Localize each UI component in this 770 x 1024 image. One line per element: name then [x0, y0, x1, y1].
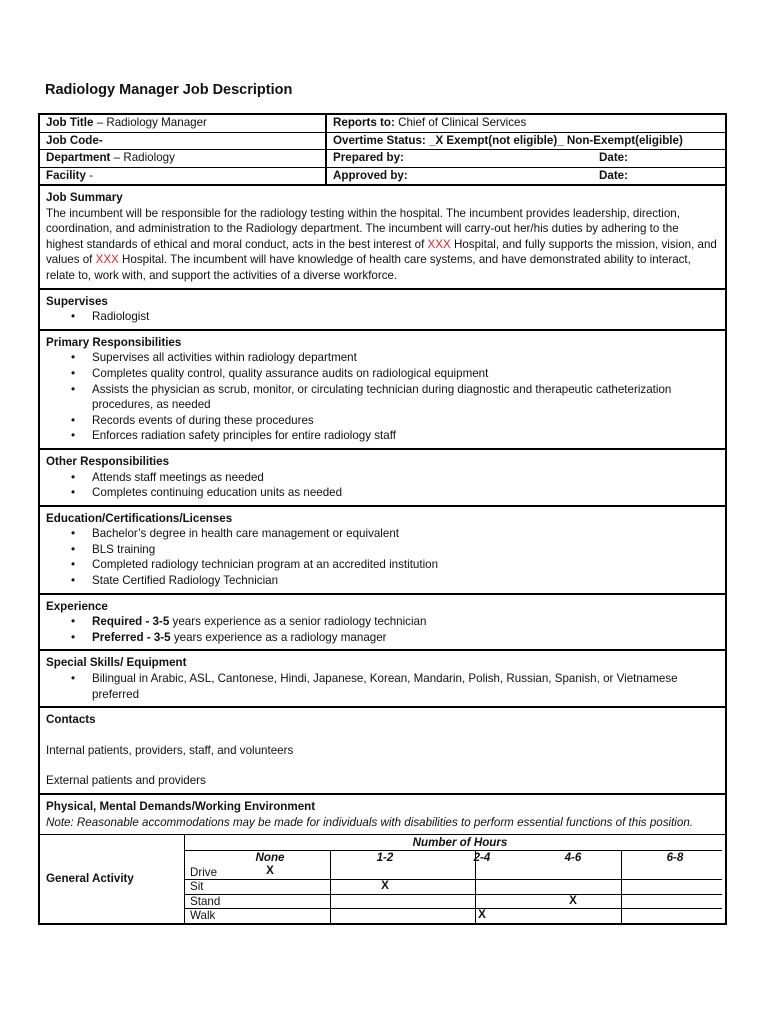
list-item: • State Certified Radiology Technician [46, 573, 719, 589]
summary-text-part: The incumbent will be responsible for the radiology testing within the hospital. The incumbent provides leadership, direction, coordination, and administration to the Radiology department. The incumbent will carry-out her/his duties by adhering to the highest standards of ethical and moral conduct, acts in the best interest of [46, 206, 680, 251]
job-title-value: – Radiology Manager [93, 116, 207, 129]
list-item: • Bilingual in Arabic, ASL, Cantonese, Hindi, Japanese, Korean, Mandarin, Polish, Russian, Spanish, or Vietnamese preferred [46, 671, 719, 702]
internal-contacts: Internal patients, providers, staff, and volunteers [46, 743, 294, 757]
list-item: • Completed radiology technician program at an accredited institution [46, 557, 719, 573]
preferred-text: years experience as a radiology manager [170, 630, 387, 644]
list-item: • Assists the physician as scrub, monitor, or circulating technician during diagnostic and therapeutic catheterization procedures, as needed [46, 382, 719, 413]
contacts-title: Contacts [46, 713, 96, 727]
job-title-row [40, 115, 325, 132]
approved-by-label: Approved by: [333, 168, 408, 182]
other-responsibilities-list [46, 470, 719, 501]
summary-text-part: Hospital. The incumbent will have knowledge of health care systems, and have demonstrated ability to interact, relate to, work with, and support the activities of a diverse workforce. [46, 253, 691, 282]
facility-row [40, 167, 325, 185]
activity-label: Walk [190, 909, 216, 923]
supervises-title: Supervises [46, 294, 108, 308]
general-activity-table [40, 834, 725, 923]
department-label: Department [46, 151, 111, 164]
physical-demands-title: Physical, Mental Demands/Working Environment [46, 800, 316, 813]
hours-column-header: None [255, 851, 285, 865]
special-skills-list [46, 671, 719, 702]
required-text: years experience as a senior radiology technician [169, 615, 427, 629]
hours-column-header: 6-8 [666, 851, 684, 865]
job-description-table [38, 113, 727, 925]
experience-section [40, 595, 725, 652]
prepared-by-label: Prepared by: [333, 151, 404, 164]
hours-mark: X [381, 879, 389, 893]
list-item: • Radiologist [46, 309, 719, 325]
other-responsibilities-title: Other Responsibilities [46, 454, 170, 468]
list-item: • Enforces radiation safety principles for entire radiology staff [46, 428, 719, 444]
header-left [40, 115, 327, 184]
job-summary-section [40, 186, 725, 290]
hours-column-header: 4-6 [564, 851, 582, 865]
activity-label: Drive [190, 866, 218, 880]
experience-title: Experience [46, 599, 108, 613]
education-list [46, 526, 719, 588]
preferred-label: Preferred - 3-5 [92, 630, 171, 644]
summary-text-part: Hospital, and fully supports the mission, vision, and values of [46, 237, 717, 267]
activity-label: Stand [190, 894, 221, 908]
prepared-by-row [327, 149, 725, 167]
list-item: • Records events of during these procedures [46, 413, 719, 429]
number-of-hours-header: Number of Hours [412, 836, 508, 850]
hospital-placeholder: XXX [95, 253, 119, 267]
list-item [46, 630, 719, 646]
required-label: Required - 3-5 [92, 615, 170, 629]
list-item: • Attends staff meetings as needed [46, 470, 719, 486]
hours-column-header: 1-2 [376, 851, 394, 865]
accommodations-note: Note: Reasonable accommodations may be made for individuals with disabilities to perform essential functions of this position. [46, 815, 694, 829]
grid-line [330, 850, 331, 923]
document-title: Radiology Manager Job Description [45, 82, 293, 98]
header-right [327, 115, 725, 184]
primary-responsibilities-list [46, 350, 719, 444]
supervises-section [40, 290, 725, 331]
header-block [40, 115, 725, 186]
grid-line [185, 879, 722, 880]
approved-date-label: Date: [599, 168, 628, 182]
hours-grid [185, 835, 725, 923]
primary-responsibilities-title: Primary Responsibilities [46, 335, 182, 349]
activity-label: Sit [190, 880, 204, 894]
job-summary-text [46, 206, 719, 284]
prepared-date-label: Date: [599, 151, 628, 164]
education-section [40, 507, 725, 595]
list-item: • Completes quality control, quality assurance audits on radiological equipment [46, 366, 719, 382]
hours-mark: X [569, 893, 577, 907]
list-item [46, 614, 719, 630]
department-row [40, 149, 325, 167]
list-item: • Bachelor’s degree in health care management or equivalent [46, 526, 719, 542]
job-code-row [40, 132, 325, 150]
primary-responsibilities-section [40, 331, 725, 450]
hours-mark: X [266, 864, 274, 878]
approved-by-row [327, 167, 725, 185]
reports-to-label: Reports to: [333, 116, 395, 129]
special-skills-title: Special Skills/ Equipment [46, 656, 187, 670]
list-item: • Supervises all activities within radiology department [46, 350, 719, 366]
job-title-label: Job Title [46, 116, 94, 129]
general-activity-label: General Activity [40, 835, 185, 923]
contacts-section [40, 708, 725, 795]
supervises-list [46, 309, 719, 325]
job-code-label: Job Code- [46, 133, 103, 147]
grid-line [621, 850, 622, 923]
hours-mark: X [478, 908, 486, 922]
facility-label: Facility [46, 168, 86, 182]
grid-line [185, 908, 722, 909]
hours-column-header: 2-4 [473, 851, 491, 865]
hospital-placeholder: XXX [427, 237, 451, 251]
list-item: • BLS training [46, 542, 719, 558]
external-contacts: External patients and providers [46, 774, 206, 788]
other-responsibilities-section [40, 450, 725, 507]
overtime-status-row: Overtime Status: _X Exempt(not eligible)_ Non-Exempt(eligible) [327, 132, 725, 150]
department-value: – Radiology [110, 151, 175, 164]
list-item: • Completes continuing education units as needed [46, 485, 719, 501]
reports-to-value: Chief of Clinical Services [394, 116, 527, 129]
education-title: Education/Certifications/Licenses [46, 511, 233, 525]
job-summary-title: Job Summary [46, 191, 123, 204]
experience-list [46, 614, 719, 645]
facility-value: - [85, 168, 94, 182]
grid-line [185, 894, 722, 895]
special-skills-section [40, 651, 725, 708]
physical-demands-section [40, 795, 725, 923]
reports-to-row [327, 115, 725, 132]
